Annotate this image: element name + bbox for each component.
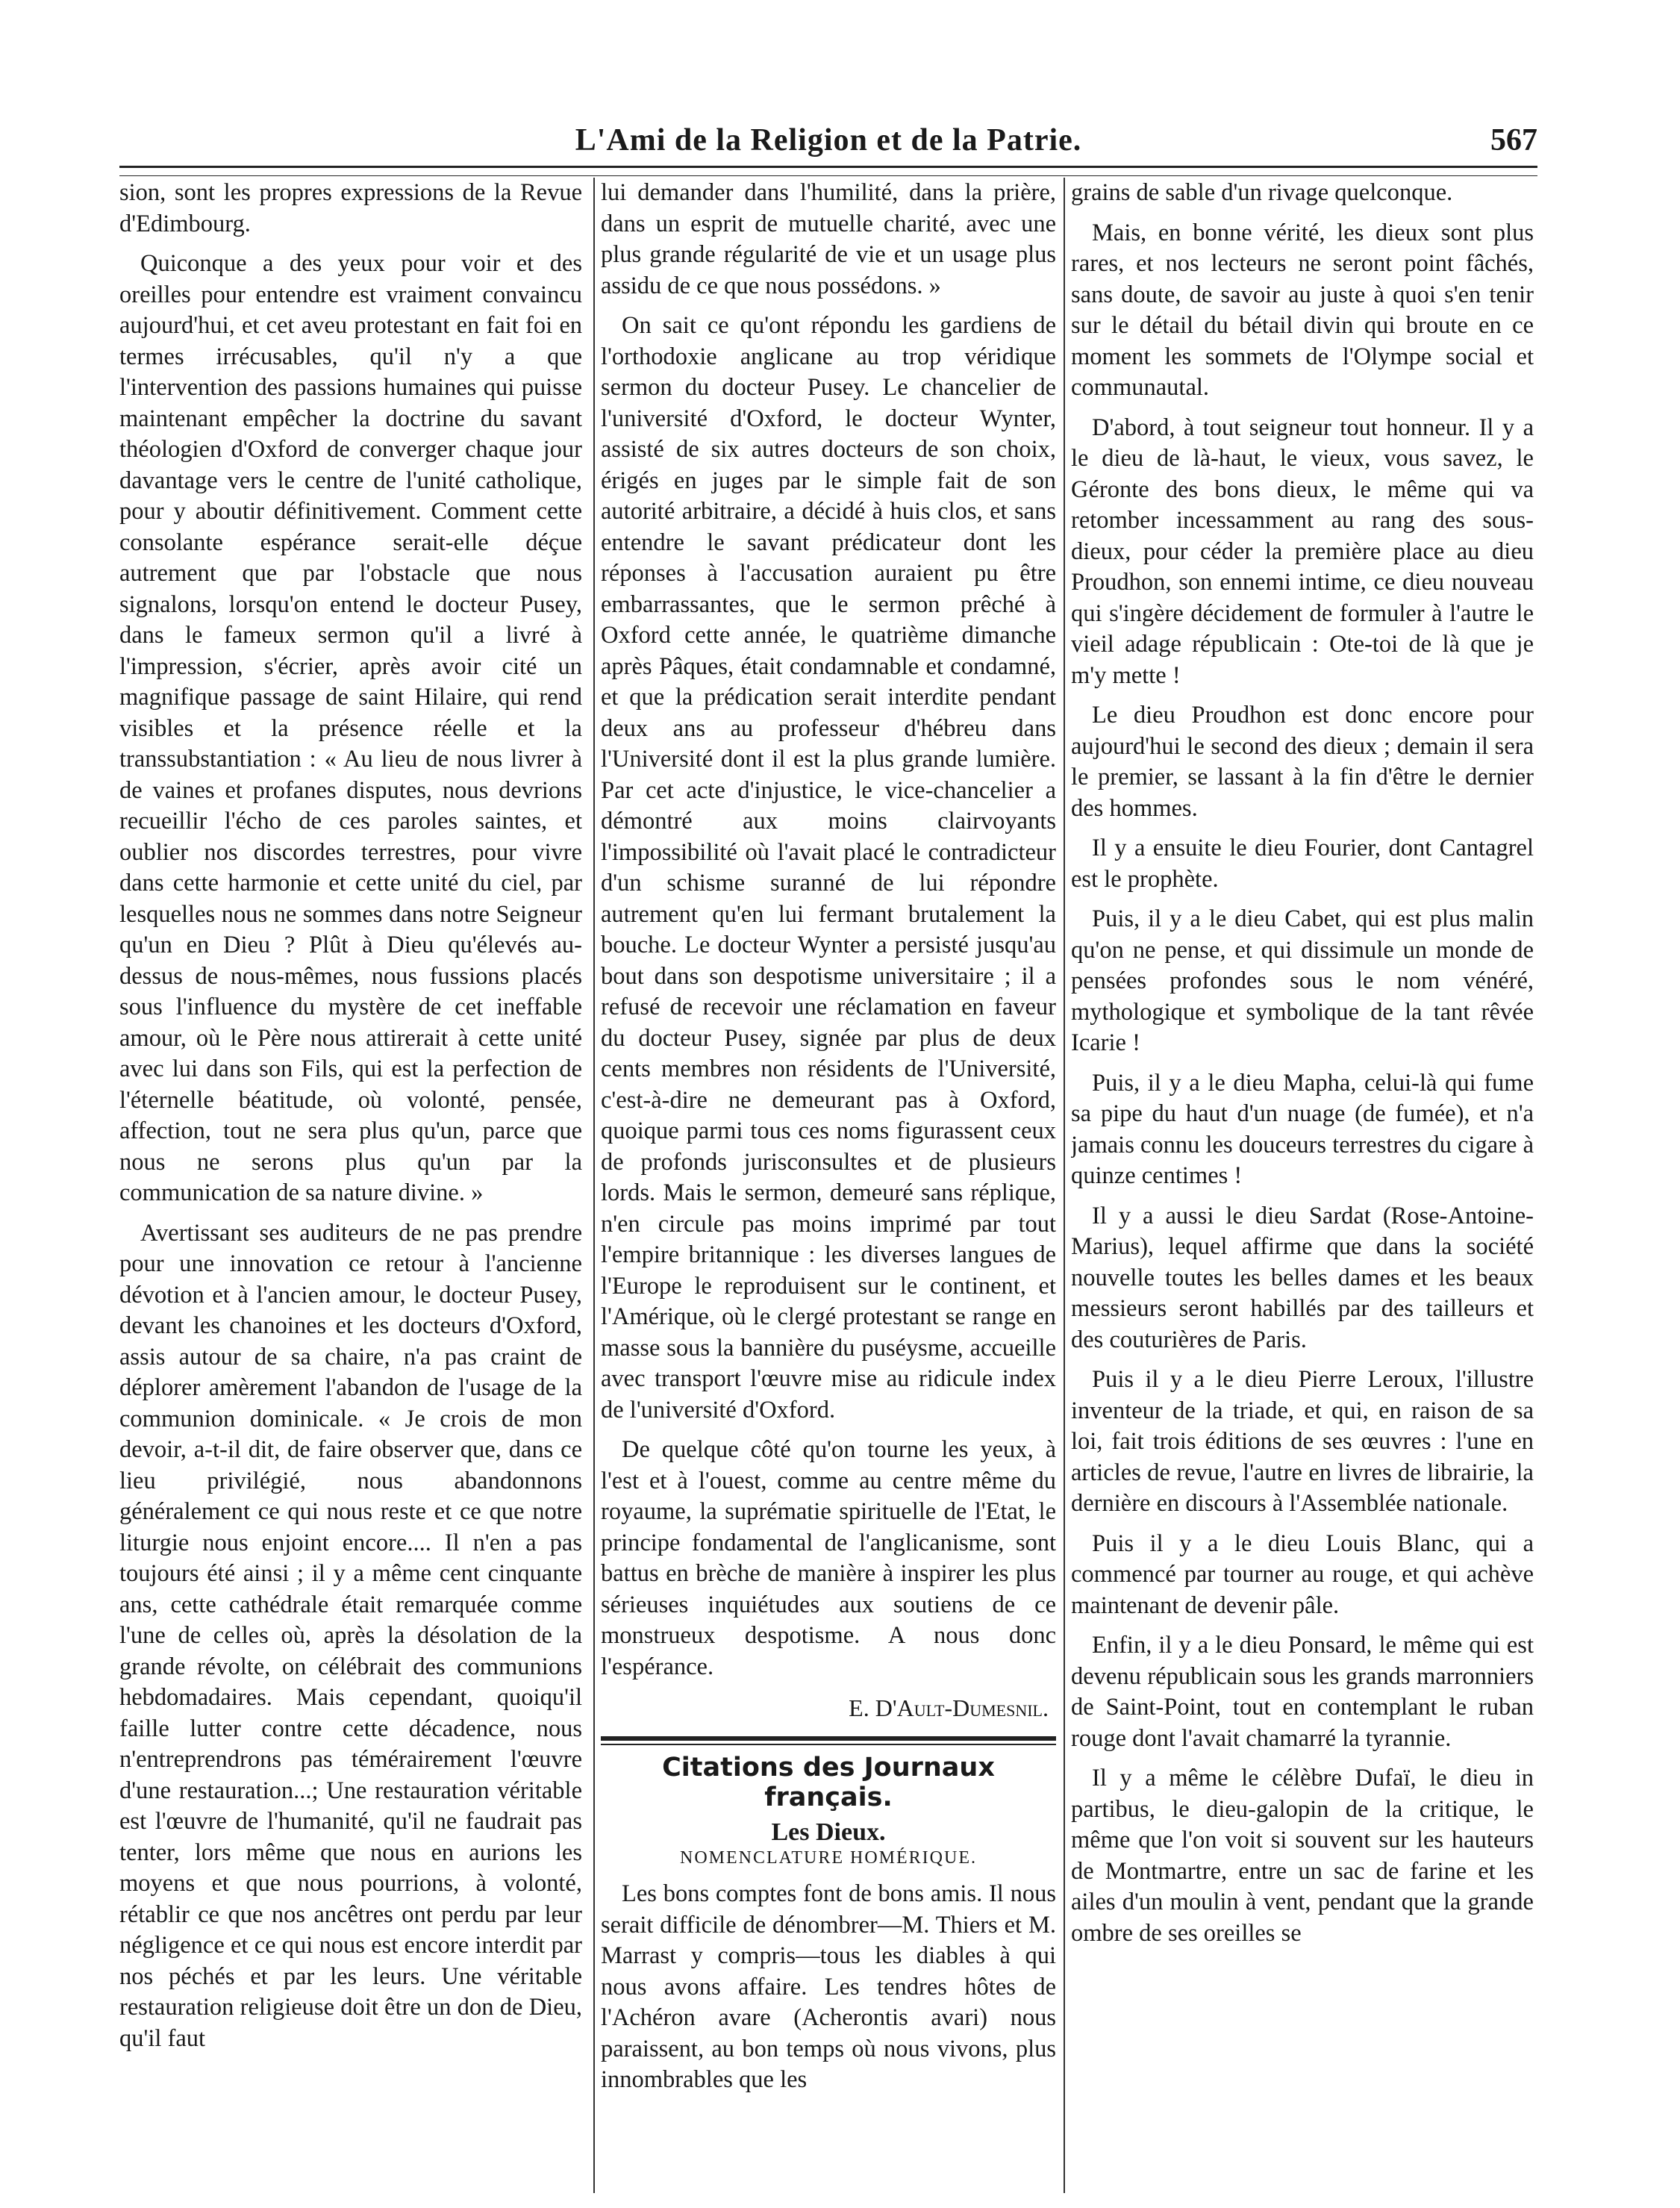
paragraph: Il y a même le célèbre Dufaï, le dieu in partibus, le dieu-galopin de la critique, le même que l'on voit si souvent sur les hauteurs de Montmartre, entre un sac de farine et les ailes d'un moulin à vent, pendant que la grande ombre de ses oreilles se [1071, 1765, 1534, 1947]
article-signature: E. D'Ault-Dumesnil. [849, 1694, 1049, 1721]
column-divider [1064, 178, 1065, 2193]
paragraph: D'abord, à tout seigneur tout honneur. Il y a le dieu de là-haut, le vieux, vous savez, le Géronte des bons dieux, le même qui va retomber incessamment au rang des sous-dieux, pour céder la première place au dieu Proudhon, son ennemi intime, ce dieu nouveau qui s'ingère décidement de formuler à l'autre le vieil adage républicain : Ote-toi de là que je m'y mette ! [1071, 414, 1534, 689]
article-subtitle: NOMENCLATURE HOMÉRIQUE. [680, 1848, 977, 1868]
paragraph: lui demander dans l'humilité, dans la prière, dans un esprit de mutuelle charité, avec une plus grande régularité de vie et un usage plus assidu de ce que nous possédons. » [601, 179, 1056, 299]
paragraph: Puis il y a le dieu Louis Blanc, qui a commencé par tourner au rouge, et qui achève maintenant de devenir pâle. [1071, 1529, 1534, 1619]
column-left [119, 178, 582, 2193]
column-middle [601, 178, 1056, 2193]
paragraph: On sait ce qu'ont répondu les gardiens de l'orthodoxie anglicane au trop véridique sermon du docteur Pusey. Le chancelier de l'université d'Oxford, le docteur Wynter, assisté de six autres docteurs de son choix, érigés en juges par le simple fait de son autorité arbitraire, a décidé à huis clos, et sans entendre le savant prédicateur dont les réponses à l'accusation auraient pu être embarrassantes, que le sermon prêché à Oxford cette année, le quatrième dimanche après Pâques, était condamnable et condamné, et que la prédication serait interdite pendant deux ans au professeur d'hébreu dans l'Université dont il est la plus grande lumière. Par cet acte d'injustice, le vice-chancelier a démontré aux moins clairvoyants l'impossibilité où l'avait placé le contradicteur d'un schisme suranné de lui répondre autrement qu'en lui fermant brutalement la bouche. Le docteur Wynter a persisté jusqu'au bout dans son despotisme universitaire ; il a refusé de recevoir une réclamation en faveur du docteur Pusey, signée par plus de deux cents membres non résidents de l'Université, c'est-à-dire ne demeurant pas à Oxford, quoique parmi tous ces noms figurassent ceux de profonds jurisconsultes et de plusieurs lords. Mais le sermon, demeuré sans réplique, n'en circule pas moins imprimé par tout l'empire britannique : les diverses langues de l'Europe le reproduisent sur le continent, et l'Amérique, où le clergé protestant se range en masse sous la bannière du puséysme, accueille avec transport l'œuvre mise au ridicule index de l'université d'Oxford. [601, 312, 1056, 1423]
paragraph: Les bons comptes font de bons amis. Il nous serait difficile de dénombrer—M. Thiers et M. Marrast y compris—tous les diables à qui nous avons affaire. Les tendres hôtes de l'Achéron avare (Acherontis avari) nous paraissent, au bon temps où nous vivons, plus innombrables que les [601, 1880, 1056, 2093]
article-title: Les Dieux. [771, 1818, 886, 1846]
paragraph: Enfin, il y a le dieu Ponsard, le même qui est devenu républicain sous les grands marronniers de Saint-Point, tout en contemplant le ruban rouge dont l'avait chamarré la tyrannie. [1071, 1632, 1534, 1752]
paragraph: Puis, il y a le dieu Mapha, celui-là qui fume sa pipe du haut d'un nuage (de fumée), et n'a jamais connu les douceurs terrestres du cigare à quinze centimes ! [1071, 1069, 1534, 1189]
paragraph: Mais, en bonne vérité, les dieux sont plus rares, et nos lecteurs ne seront point fâchés, sans doute, de savoir au juste à quoi s'en tenir sur le détail du bétail divin qui broute en ce moment les sommets de l'Olympe social et communautal. [1071, 219, 1534, 401]
section-rule [601, 1736, 1056, 1745]
paragraph: sion, sont les propres expressions de la Revue d'Edimbourg. [119, 179, 582, 237]
paragraph: Il y a aussi le dieu Sardat (Rose-Antoine-Marius), lequel affirme que dans la société nouvelle toutes les belles dames et les beaux messieurs seront habillés par des tailleurs et des couturières de Paris. [1071, 1202, 1534, 1353]
page-number: 567 [1490, 123, 1537, 158]
paragraph: grains de sable d'un rivage quelconque. [1071, 179, 1453, 206]
paragraph: Puis il y a le dieu Pierre Leroux, l'illustre inventeur de la triade, et qui, en raison de sa loi, fait trois éditions de ses œuvres : l'une en articles de revue, l'autre en livres de librairie, la dernière en discours à l'Assemblée nationale. [1071, 1366, 1534, 1517]
column-divider [593, 178, 595, 2193]
paragraph: Avertissant ses auditeurs de ne pas prendre pour une innovation ce retour à l'ancienne dévotion et à l'ancien amour, le docteur Pusey, devant les chanoines et les docteurs d'Oxford, assis autour de sa chaire, n'a pas craint de déplorer amèrement l'abandon de l'usage de la communion dominicale. « Je crois de mon devoir, a-t-il dit, de faire observer que, dans ce lieu privilégié, nous abandonnons généralement ce qui nous reste et ce que notre liturgie nous enjoint encore.... Il n'en a pas toujours été ainsi ; il y a même cent cinquante ans, cette cathédrale était remarquée comme l'une de celles où, après la désolation de la grande révolte, on célébrait des communions hebdomadaires. Mais cependant, quoiqu'il faille lutter contre cette décadence, nous n'entreprendrons pas témérairement l'œuvre d'une restauration...; Une restauration véritable est l'œuvre de l'humanité, qu'il ne faudrait pas tenter, lors même que nous en aurions les moyens et que nous pourrions, à volonté, rétablir ce que nos ancêtres ont perdu par leur négligence et ce qui nous est encore interdit par nos péchés et par les leurs. Une véritable restauration religieuse doit être un don de Dieu, qu'il faut [119, 1219, 582, 2052]
section-title: Citations des Journaux français. [662, 1753, 995, 1812]
page-header [119, 119, 1537, 164]
paragraph: Quiconque a des yeux pour voir et des oreilles pour entendre est vraiment convaincu aujourd'hui, et cet aveu protestant en fait foi en termes irrécusables, qu'il n'y a que l'intervention des passions humaines qui puisse maintenant empêcher la doctrine du savant théologien d'Oxford de converger chaque jour davantage vers le centre de l'unité catholique, pour y aboutir définitivement. Comment cette consolante espérance serait-elle déçue autrement que par l'obstacle que nous signalons, lorsqu'on entend le docteur Pusey, dans le fameux sermon qu'il a livré à l'impression, s'écrier, après avoir cité un magnifique passage de saint Hilaire, qui rend visibles et la présence réelle et la transsubstantiation : « Au lieu de nous livrer à de vaines et profanes disputes, nous devrions recueillir l'écho de ces paroles saintes, et oublier nos discordes terrestres, pour vivre dans cette harmonie et cette unité du ciel, par lesquelles nous ne sommes dans notre Seigneur qu'un en Dieu ? Plût à Dieu qu'élevés au-dessus de nous-mêmes, nous fussions placés sous l'influence du mystère de cet ineffable amour, où le Père nous attirerait à cette unité avec lui dans son Fils, qui est la perfection de l'éternelle béatitude, où volonté, pensée, affection, tout ne sera plus qu'un, parce que nous ne serons plus qu'un par la communication de sa nature divine. » [119, 250, 582, 1206]
paragraph: Puis, il y a le dieu Cabet, qui est plus malin qu'on ne pense, et qui dissimule un monde de pensées profondes sous le nom vénéré, mythologique et symbolique de la tant rêvée Icarie ! [1071, 905, 1534, 1056]
paragraph: Il y a ensuite le dieu Fourier, dont Cantagrel est le prophète. [1071, 835, 1534, 893]
column-right [1071, 178, 1534, 2193]
running-title: L'Ami de la Religion et de la Patrie. [575, 123, 1082, 158]
paragraph: Le dieu Proudhon est donc encore pour aujourd'hui le second des dieux ; demain il sera le premier, se lassant à la fin d'être le dernier des hommes. [1071, 702, 1534, 822]
header-rule [119, 166, 1537, 176]
paragraph: De quelque côté qu'on tourne les yeux, à l'est et à l'ouest, comme au centre même du royaume, la suprématie spirituelle de l'Etat, le principe fondamental de l'anglicanisme, sont battus en brèche de manière à inspirer les plus sérieuses inquiétudes aux soutiens de ce monstrueux despotisme. A nous donc l'espérance. [601, 1436, 1056, 1680]
